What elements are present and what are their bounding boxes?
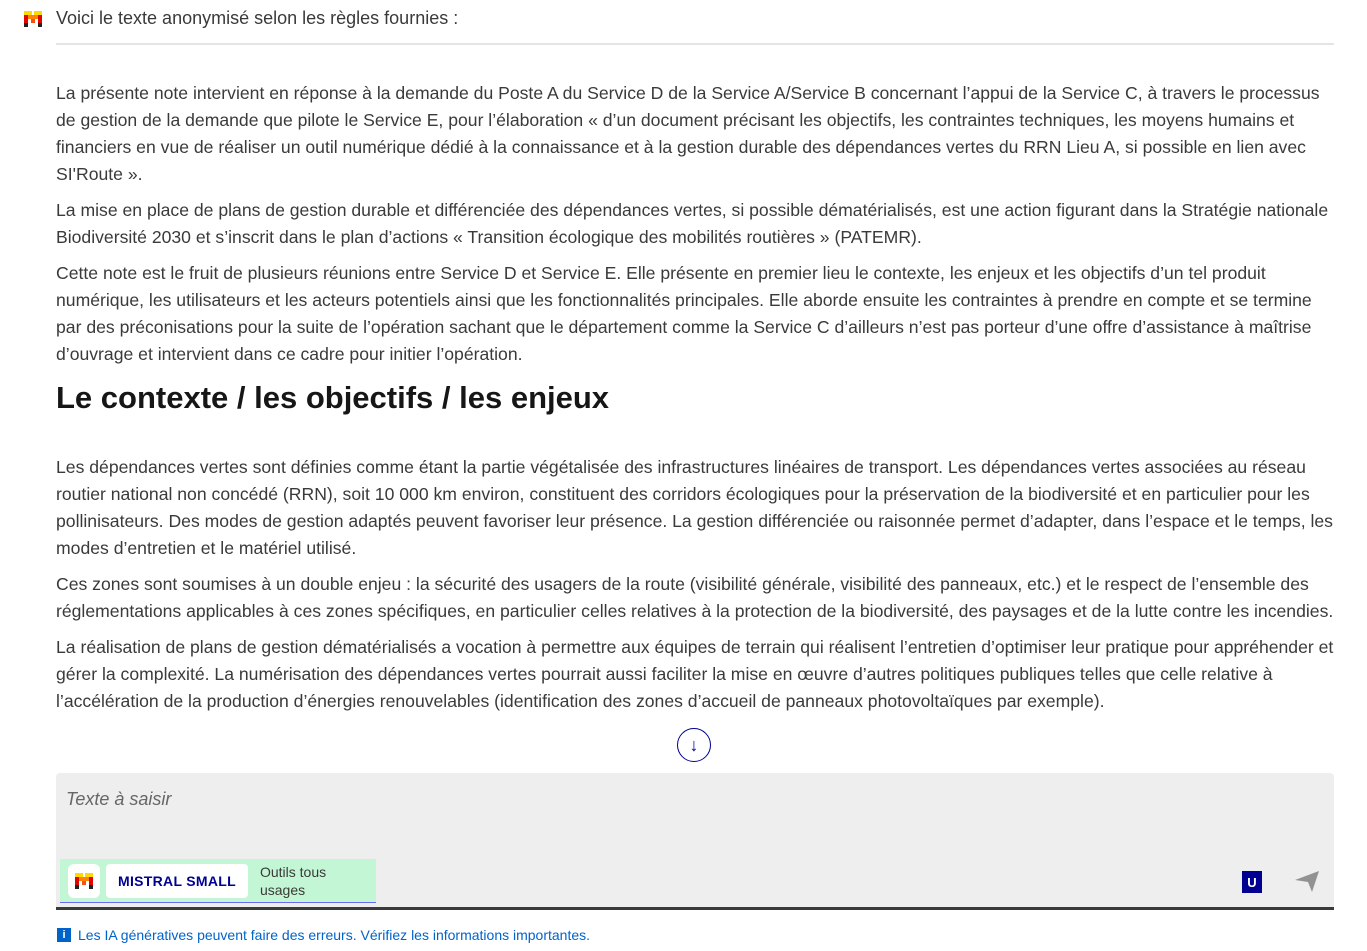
attach-file-button[interactable] [1242, 871, 1262, 893]
scroll-down-button[interactable] [677, 728, 711, 762]
send-icon[interactable] [1294, 869, 1320, 893]
model-name: MISTRAL SMALL [106, 864, 248, 898]
paragraph: Les dépendances vertes sont définies comme étant la partie végétalisée des infrastructures linéaires de transport. Les dépendances vertes associées au réseau routier national non concédé (RRN), soit 10 000 km environ, constituent des corridors écologiques pour la préservation de la biodiversité et en particulier pour les pollinisateurs. Des modes de gestion adaptés peuvent favoriser leur présence. La gestion différenciée ou raisonnée permet d’adapter, dans l’espace et le temps, les modes d’entretien et le matériel utilisé. [56, 457, 1333, 558]
message-header [24, 8, 458, 29]
response-intro: Voici le texte anonymisé selon les règles fournies : [56, 8, 459, 28]
section-heading: Le contexte / les objectifs / les enjeux [56, 380, 610, 415]
arrow-down-icon: ↓ [689, 734, 699, 755]
info-icon: i [57, 928, 71, 942]
paragraph: Ces zones sont soumises à un double enjeu : la sécurité des usagers de la route (visibilité générale, visibilité des panneaux, etc.) et le respect de l’ensemble des réglementations applicables à ces zones spécifiques, en particulier celles relatives à la protection de la biodiversité, des paysages et de la lutte contre les incendies. [56, 574, 1334, 621]
message-composer[interactable] [56, 773, 1334, 910]
model-logo [68, 864, 100, 898]
model-description: Outils tous usages [259, 863, 327, 898]
paragraph: La présente note intervient en réponse à la demande du Poste A du Service D de la Service A/Service B concernant l’appui de la Service C, à travers le processus de gestion de la demande que pilote le Service E, pour l’élaboration « d’un document précisant les objectifs, les contraintes techniques, les moyens humains et financiers en vue de réaliser un outil numérique dédié à la connaissance et à la gestion durable des dépendances vertes du RRN Lieu A, si possible en lien avec SI'Route ». [56, 83, 1320, 184]
disclaimer [57, 927, 590, 943]
paragraph: Cette note est le fruit de plusieurs réunions entre Service D et Service E. Elle présente en premier lieu le contexte, les enjeux et les objectifs d’un tel produit numérique, les utilisateurs et les acteurs potentiels ainsi que les fonctionnalités principales. Elle aborde ensuite les contraintes à prendre en compte et se termine par des préconisations pour la suite de l’opération sachant que le département comme la Service C d’ailleurs n’est pas porteur d’une offre d’assistance à maîtrise d’ouvrage et intervient dans ce cadre pour initier l’opération. [56, 263, 1312, 364]
paperclip-icon: U [1247, 874, 1257, 890]
disclaimer-text: Les IA génératives peuvent faire des erreurs. Vérifiez les informations importantes. [78, 927, 591, 943]
message-input[interactable]: Texte à saisir [66, 789, 172, 809]
model-selector[interactable] [60, 859, 376, 903]
response-content [56, 80, 1336, 724]
paragraph: La réalisation de plans de gestion dématérialisés a vocation à permettre aux équipes de terrain qui réalisent l’entretien d’optimiser leur pratique pour appréhender et gérer la complexité. La numérisation des dépendances vertes pourrait aussi faciliter la mise en œuvre d’autres politiques publiques telles que celle relative à l’accélération de la production d’énergies renouvelables (identification des zones d’accueil de panneaux photovoltaïques par exemple). [56, 637, 1334, 711]
divider [56, 43, 1334, 45]
paragraph: La mise en place de plans de gestion durable et différenciée des dépendances vertes, si possible dématérialisés, est une action figurant dans la Stratégie nationale Biodiversité 2030 et s’inscrit dans le plan d’actions « Transition écologique des mobilités routières » (PATEMR). [56, 200, 1329, 247]
mistral-logo-icon [24, 10, 42, 28]
mistral-logo-icon [75, 872, 93, 890]
